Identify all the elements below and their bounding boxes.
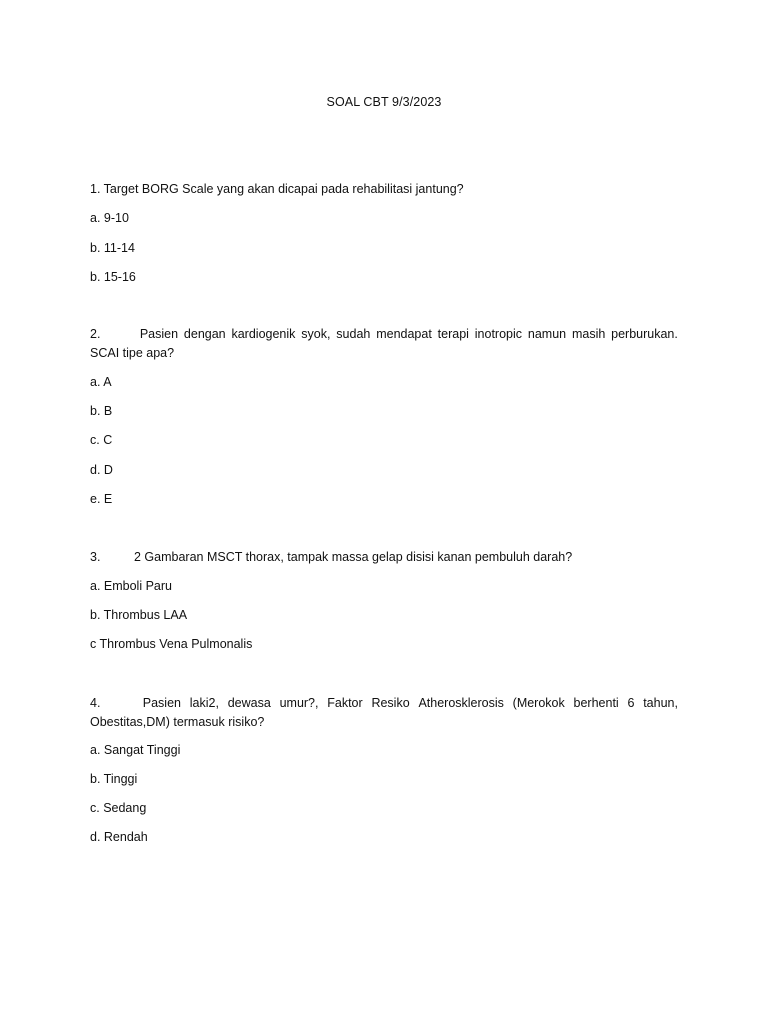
question-3-number: 3. [90, 550, 101, 564]
question-4-option-b: b. Tinggi [90, 772, 138, 786]
question-2-option-e: e. E [90, 492, 113, 506]
question-2-word: Pasien [139, 327, 179, 341]
question-4-option-c: c. Sedang [90, 801, 147, 815]
question-4-word: dewasa [227, 696, 271, 710]
question-3-option-c: c Thrombus Vena Pulmonalis [90, 637, 253, 651]
question-3-line [90, 548, 572, 566]
question-2-word: syok, [301, 327, 331, 341]
question-2-word: dengan [183, 327, 226, 341]
question-1-option-b: b. 11-14 [90, 241, 135, 255]
question-3-option-b: b. Thrombus LAA [90, 608, 188, 622]
question-2-word: kardiogenik [231, 327, 296, 341]
question-2-word: inotropic [474, 327, 523, 341]
question-4-word: (Merokok [512, 696, 565, 710]
page-title: SOAL CBT 9/3/2023 [326, 95, 442, 109]
question-2-option-d: d. D [90, 463, 113, 477]
question-1-option-a: a. 9-10 [90, 211, 129, 225]
question-4-line-2: Obestitas,DM) termasuk risiko? [90, 715, 265, 729]
question-2-line-1 [90, 325, 678, 343]
question-2-word: terapi [437, 327, 469, 341]
question-2-word: sudah [336, 327, 371, 341]
question-1-option-c: b. 15-16 [90, 270, 136, 284]
question-2-word: masih [571, 327, 606, 341]
question-2-word: perburukan. [611, 327, 678, 341]
question-3-option-a: a. Emboli Paru [90, 579, 172, 593]
question-2-line-2: SCAI tipe apa? [90, 346, 175, 360]
question-2-option-c: c. C [90, 433, 113, 447]
question-4-word: Faktor [327, 696, 363, 710]
question-2-word: namun [527, 327, 567, 341]
question-2-option-a: a. A [90, 375, 112, 389]
question-4-word: Atherosklerosis [418, 696, 504, 710]
question-4-word: tahun, [643, 696, 678, 710]
question-4-word: Pasien [142, 696, 181, 710]
question-4-number: 4. [90, 696, 101, 710]
question-4-word: 6 [627, 696, 635, 710]
question-3-text: 2 Gambaran MSCT thorax, tampak massa gelap disisi kanan pembuluh darah? [134, 550, 573, 564]
question-2-word: mendapat [376, 327, 432, 341]
question-4-option-a: a. Sangat Tinggi [90, 743, 181, 757]
question-4-option-d: d. Rendah [90, 830, 148, 844]
question-4-word: umur?, [279, 696, 319, 710]
question-4-line-1 [90, 694, 678, 712]
question-4-word: berhenti [573, 696, 619, 710]
question-1-text: 1. Target BORG Scale yang akan dicapai pada rehabilitasi jantung? [90, 182, 464, 196]
question-2-number: 2. [90, 327, 101, 341]
question-2-option-b: b. B [90, 404, 113, 418]
question-4-word: Resiko [371, 696, 410, 710]
question-4-word: laki2, [189, 696, 219, 710]
